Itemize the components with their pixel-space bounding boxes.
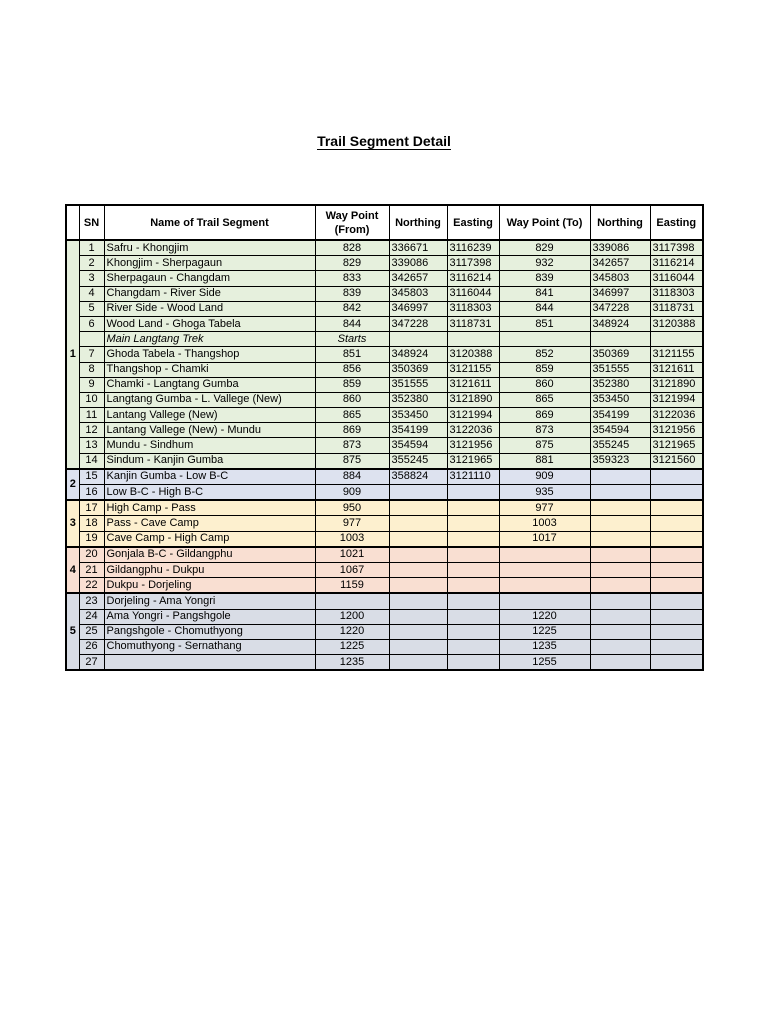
waypoint-from-cell: 833 <box>315 271 389 286</box>
table-row <box>66 593 703 609</box>
easting-from-cell <box>447 547 499 563</box>
waypoint-from-cell: 1159 <box>315 578 389 594</box>
segment-name-cell: Changdam - River Side <box>104 286 315 301</box>
northing-to-cell: 352380 <box>590 377 650 392</box>
segment-name-cell: Safru - Khongjim <box>104 240 315 256</box>
table-row <box>66 531 703 547</box>
table-row <box>66 271 703 286</box>
table-header <box>66 205 703 240</box>
waypoint-from-cell: 860 <box>315 392 389 407</box>
northing-from-cell <box>389 500 447 516</box>
waypoint-from-cell: 1225 <box>315 639 389 654</box>
sn-cell: 27 <box>79 655 104 671</box>
easting-from-cell: 3120388 <box>447 347 499 362</box>
easting-from-cell: 3121155 <box>447 362 499 377</box>
easting-from-header: Easting <box>447 205 499 240</box>
easting-to-cell <box>650 485 703 501</box>
waypoint-to-cell: 1220 <box>499 609 590 624</box>
northing-from-cell: 351555 <box>389 377 447 392</box>
easting-from-cell: 3122036 <box>447 423 499 438</box>
waypoint-from-cell: 873 <box>315 438 389 453</box>
segment-name-cell: Lantang Vallege (New) - Mundu <box>104 423 315 438</box>
northing-from-cell: 348924 <box>389 347 447 362</box>
easting-to-cell <box>650 500 703 516</box>
waypoint-to-cell <box>499 332 590 347</box>
northing-from-cell <box>389 562 447 577</box>
easting-to-cell: 3121560 <box>650 453 703 469</box>
easting-from-cell <box>447 593 499 609</box>
northing-to-cell: 354199 <box>590 408 650 423</box>
waypoint-to-cell: 1225 <box>499 624 590 639</box>
sn-cell: 9 <box>79 377 104 392</box>
northing-to-cell <box>590 469 650 485</box>
table-row <box>66 256 703 271</box>
group-label: 1 <box>66 240 79 469</box>
northing-to-cell <box>590 547 650 563</box>
segment-name-cell: Gonjala B-C - Gildangphu <box>104 547 315 563</box>
sn-cell: 21 <box>79 562 104 577</box>
easting-from-cell <box>447 578 499 594</box>
northing-to-cell: 345803 <box>590 271 650 286</box>
easting-to-cell: 3121965 <box>650 438 703 453</box>
northing-to-cell: 355245 <box>590 438 650 453</box>
table-row <box>66 655 703 671</box>
segment-name-cell: Ghoda Tabela - Thangshop <box>104 347 315 362</box>
waypoint-to-cell: 852 <box>499 347 590 362</box>
waypoint-to-cell: 851 <box>499 316 590 331</box>
waypoint-from-cell: 859 <box>315 377 389 392</box>
easting-to-cell: 3121611 <box>650 362 703 377</box>
easting-to-cell <box>650 593 703 609</box>
northing-to-cell: 346997 <box>590 286 650 301</box>
waypoint-to-cell: 977 <box>499 500 590 516</box>
group-label: 2 <box>66 469 79 500</box>
sn-cell: 1 <box>79 240 104 256</box>
waypoint-from-cell: 851 <box>315 347 389 362</box>
northing-from-cell <box>389 578 447 594</box>
northing-to-cell: 359323 <box>590 453 650 469</box>
northing-to-cell <box>590 593 650 609</box>
northing-to-cell <box>590 332 650 347</box>
sn-cell: 11 <box>79 408 104 423</box>
easting-from-cell: 3121110 <box>447 469 499 485</box>
northing-from-cell <box>389 639 447 654</box>
easting-to-cell: 3118731 <box>650 301 703 316</box>
table-row <box>66 578 703 594</box>
waypoint-to-cell <box>499 593 590 609</box>
northing-to-cell: 354594 <box>590 423 650 438</box>
sn-cell: 2 <box>79 256 104 271</box>
easting-to-cell <box>650 578 703 594</box>
sn-cell: 3 <box>79 271 104 286</box>
easting-from-cell: 3118731 <box>447 316 499 331</box>
table-row <box>66 609 703 624</box>
northing-from-cell: 352380 <box>389 392 447 407</box>
waypoint-from-cell: 950 <box>315 500 389 516</box>
easting-to-cell <box>650 547 703 563</box>
northing-from-cell: 358824 <box>389 469 447 485</box>
easting-to-cell: 3116214 <box>650 256 703 271</box>
northing-from-cell <box>389 655 447 671</box>
sn-cell: 24 <box>79 609 104 624</box>
easting-from-cell <box>447 485 499 501</box>
sn-cell: 18 <box>79 516 104 531</box>
table-row <box>66 485 703 501</box>
waypoint-to-cell: 909 <box>499 469 590 485</box>
waypoint-from-cell <box>315 593 389 609</box>
waypoint-from-cell: 828 <box>315 240 389 256</box>
sn-cell: 17 <box>79 500 104 516</box>
northing-from-cell: 345803 <box>389 286 447 301</box>
easting-from-cell <box>447 609 499 624</box>
northing-to-cell: 339086 <box>590 240 650 256</box>
waypoint-to-cell <box>499 562 590 577</box>
easting-to-cell: 3121890 <box>650 377 703 392</box>
segment-name-cell: Cave Camp - High Camp <box>104 531 315 547</box>
segment-name-cell: Sherpagaun - Changdam <box>104 271 315 286</box>
easting-to-cell <box>650 332 703 347</box>
northing-to-cell: 351555 <box>590 362 650 377</box>
waypoint-to-cell <box>499 547 590 563</box>
easting-from-cell <box>447 531 499 547</box>
waypoint-to-cell: 932 <box>499 256 590 271</box>
waypoint-to-header: Way Point (To) <box>499 205 590 240</box>
easting-from-cell <box>447 500 499 516</box>
northing-to-cell <box>590 655 650 671</box>
northing-to-cell <box>590 531 650 547</box>
sn-cell <box>79 332 104 347</box>
easting-to-cell: 3121155 <box>650 347 703 362</box>
easting-to-cell <box>650 609 703 624</box>
easting-to-header: Easting <box>650 205 703 240</box>
easting-to-cell: 3121994 <box>650 392 703 407</box>
waypoint-to-cell: 881 <box>499 453 590 469</box>
table-row <box>66 624 703 639</box>
sn-cell: 13 <box>79 438 104 453</box>
table-row <box>66 377 703 392</box>
segment-name-cell: Mundu - Sindhum <box>104 438 315 453</box>
waypoint-from-cell: 869 <box>315 423 389 438</box>
northing-to-cell <box>590 485 650 501</box>
waypoint-to-cell: 873 <box>499 423 590 438</box>
easting-from-cell: 3121956 <box>447 438 499 453</box>
waypoint-to-cell: 1255 <box>499 655 590 671</box>
sn-cell: 26 <box>79 639 104 654</box>
waypoint-from-cell: 875 <box>315 453 389 469</box>
easting-to-cell <box>650 624 703 639</box>
segment-name-cell: Khongjim - Sherpagaun <box>104 256 315 271</box>
waypoint-from-cell: 839 <box>315 286 389 301</box>
waypoint-to-cell: 869 <box>499 408 590 423</box>
northing-to-cell <box>590 516 650 531</box>
waypoint-from-header: Way Point (From) <box>315 205 389 240</box>
waypoint-from-cell: 842 <box>315 301 389 316</box>
table-row <box>66 332 703 347</box>
waypoint-from-cell: 856 <box>315 362 389 377</box>
northing-from-cell <box>389 593 447 609</box>
easting-to-cell <box>650 516 703 531</box>
easting-from-cell: 3116239 <box>447 240 499 256</box>
sn-cell: 22 <box>79 578 104 594</box>
easting-from-cell <box>447 639 499 654</box>
easting-to-cell <box>650 469 703 485</box>
northing-to-cell: 347228 <box>590 301 650 316</box>
waypoint-to-cell: 859 <box>499 362 590 377</box>
waypoint-from-cell: 1220 <box>315 624 389 639</box>
segment-name-cell: Dorjeling - Ama Yongri <box>104 593 315 609</box>
segment-name-cell: River Side - Wood Land <box>104 301 315 316</box>
table-row <box>66 562 703 577</box>
easting-from-cell <box>447 624 499 639</box>
waypoint-from-cell: 1021 <box>315 547 389 563</box>
table-row <box>66 438 703 453</box>
segment-name-cell: Lantang Vallege (New) <box>104 408 315 423</box>
easting-from-cell <box>447 516 499 531</box>
northing-from-cell: 354594 <box>389 438 447 453</box>
easting-from-cell <box>447 332 499 347</box>
northing-from-cell: 339086 <box>389 256 447 271</box>
northing-to-cell: 353450 <box>590 392 650 407</box>
waypoint-to-cell: 1235 <box>499 639 590 654</box>
northing-from-cell: 336671 <box>389 240 447 256</box>
sn-header: SN <box>79 205 104 240</box>
segment-name-cell <box>104 655 315 671</box>
easting-from-cell: 3121994 <box>447 408 499 423</box>
sn-cell: 15 <box>79 469 104 485</box>
waypoint-from-cell: 829 <box>315 256 389 271</box>
easting-to-cell: 3116044 <box>650 271 703 286</box>
segment-name-cell: Chomuthyong - Sernathang <box>104 639 315 654</box>
waypoint-from-cell: Starts <box>315 332 389 347</box>
table-row <box>66 286 703 301</box>
northing-from-cell: 342657 <box>389 271 447 286</box>
northing-from-cell: 347228 <box>389 316 447 331</box>
northing-to-cell <box>590 639 650 654</box>
northing-to-cell <box>590 624 650 639</box>
segment-name-cell: Main Langtang Trek <box>104 332 315 347</box>
table-row <box>66 547 703 563</box>
segment-name-header: Name of Trail Segment <box>104 205 315 240</box>
northing-from-cell: 353450 <box>389 408 447 423</box>
northing-to-cell <box>590 500 650 516</box>
easting-from-cell: 3121611 <box>447 377 499 392</box>
table-row <box>66 316 703 331</box>
easting-to-cell: 3118303 <box>650 286 703 301</box>
table-row <box>66 516 703 531</box>
waypoint-to-cell: 844 <box>499 301 590 316</box>
easting-to-cell: 3121956 <box>650 423 703 438</box>
easting-to-cell <box>650 639 703 654</box>
document-title-text: Trail Segment Detail <box>317 133 451 149</box>
waypoint-to-cell <box>499 578 590 594</box>
table-row <box>66 362 703 377</box>
northing-from-cell <box>389 609 447 624</box>
table-row <box>66 423 703 438</box>
segment-name-cell: Pangshgole - Chomuthyong <box>104 624 315 639</box>
segment-name-cell: Gildangphu - Dukpu <box>104 562 315 577</box>
table-row <box>66 500 703 516</box>
group-label: 4 <box>66 547 79 594</box>
group-label: 5 <box>66 593 79 670</box>
northing-to-cell <box>590 609 650 624</box>
northing-from-cell: 354199 <box>389 423 447 438</box>
trail-segment-table <box>65 204 704 671</box>
segment-name-cell: Wood Land - Ghoga Tabela <box>104 316 315 331</box>
northing-from-cell <box>389 485 447 501</box>
northing-to-cell: 342657 <box>590 256 650 271</box>
easting-to-cell: 3120388 <box>650 316 703 331</box>
northing-from-cell: 346997 <box>389 301 447 316</box>
waypoint-to-cell: 829 <box>499 240 590 256</box>
waypoint-to-cell: 1003 <box>499 516 590 531</box>
table-row <box>66 347 703 362</box>
table-row <box>66 301 703 316</box>
sn-cell: 14 <box>79 453 104 469</box>
sn-cell: 4 <box>79 286 104 301</box>
group-label: 3 <box>66 500 79 547</box>
waypoint-from-cell: 844 <box>315 316 389 331</box>
northing-from-cell: 355245 <box>389 453 447 469</box>
northing-from-cell <box>389 332 447 347</box>
sn-cell: 10 <box>79 392 104 407</box>
easting-from-cell: 3117398 <box>447 256 499 271</box>
northing-from-cell <box>389 531 447 547</box>
easting-from-cell: 3116044 <box>447 286 499 301</box>
easting-from-cell: 3116214 <box>447 271 499 286</box>
sn-cell: 23 <box>79 593 104 609</box>
northing-to-cell: 350369 <box>590 347 650 362</box>
sn-cell: 12 <box>79 423 104 438</box>
table-row <box>66 240 703 256</box>
waypoint-to-cell: 860 <box>499 377 590 392</box>
easting-to-cell <box>650 562 703 577</box>
northing-from-cell <box>389 547 447 563</box>
easting-to-cell <box>650 655 703 671</box>
easting-from-cell <box>447 655 499 671</box>
segment-name-cell: Langtang Gumba - L. Vallege (New) <box>104 392 315 407</box>
waypoint-to-cell: 865 <box>499 392 590 407</box>
segment-name-cell: Low B-C - High B-C <box>104 485 315 501</box>
sn-cell: 16 <box>79 485 104 501</box>
table-row <box>66 639 703 654</box>
document-title <box>0 133 768 149</box>
table-row <box>66 453 703 469</box>
sn-cell: 19 <box>79 531 104 547</box>
segment-name-cell: Dukpu - Dorjeling <box>104 578 315 594</box>
waypoint-from-cell: 865 <box>315 408 389 423</box>
northing-to-cell <box>590 562 650 577</box>
table-row <box>66 408 703 423</box>
sn-cell: 8 <box>79 362 104 377</box>
segment-name-cell: Chamki - Langtang Gumba <box>104 377 315 392</box>
segment-name-cell: High Camp - Pass <box>104 500 315 516</box>
easting-to-cell <box>650 531 703 547</box>
waypoint-from-cell: 1235 <box>315 655 389 671</box>
table-row <box>66 469 703 485</box>
table-body <box>66 240 703 670</box>
easting-from-cell: 3121965 <box>447 453 499 469</box>
waypoint-to-cell: 875 <box>499 438 590 453</box>
segment-name-cell: Ama Yongri - Pangshgole <box>104 609 315 624</box>
easting-from-cell: 3118303 <box>447 301 499 316</box>
northing-to-cell <box>590 578 650 594</box>
easting-to-cell: 3117398 <box>650 240 703 256</box>
group-header <box>66 205 79 240</box>
segment-name-cell: Pass - Cave Camp <box>104 516 315 531</box>
waypoint-to-cell: 841 <box>499 286 590 301</box>
northing-from-header: Northing <box>389 205 447 240</box>
waypoint-from-cell: 1067 <box>315 562 389 577</box>
waypoint-from-cell: 977 <box>315 516 389 531</box>
northing-from-cell <box>389 516 447 531</box>
waypoint-from-cell: 909 <box>315 485 389 501</box>
segment-name-cell: Sindum - Kanjin Gumba <box>104 453 315 469</box>
sn-cell: 7 <box>79 347 104 362</box>
sn-cell: 5 <box>79 301 104 316</box>
northing-from-cell: 350369 <box>389 362 447 377</box>
segment-name-cell: Kanjin Gumba - Low B-C <box>104 469 315 485</box>
waypoint-from-cell: 1200 <box>315 609 389 624</box>
segment-name-cell: Thangshop - Chamki <box>104 362 315 377</box>
northing-to-header: Northing <box>590 205 650 240</box>
northing-from-cell <box>389 624 447 639</box>
easting-from-cell: 3121890 <box>447 392 499 407</box>
waypoint-to-cell: 935 <box>499 485 590 501</box>
waypoint-to-cell: 839 <box>499 271 590 286</box>
northing-to-cell: 348924 <box>590 316 650 331</box>
waypoint-from-cell: 1003 <box>315 531 389 547</box>
easting-to-cell: 3122036 <box>650 408 703 423</box>
waypoint-to-cell: 1017 <box>499 531 590 547</box>
easting-from-cell <box>447 562 499 577</box>
sn-cell: 20 <box>79 547 104 563</box>
sn-cell: 6 <box>79 316 104 331</box>
sn-cell: 25 <box>79 624 104 639</box>
waypoint-from-cell: 884 <box>315 469 389 485</box>
table-row <box>66 392 703 407</box>
